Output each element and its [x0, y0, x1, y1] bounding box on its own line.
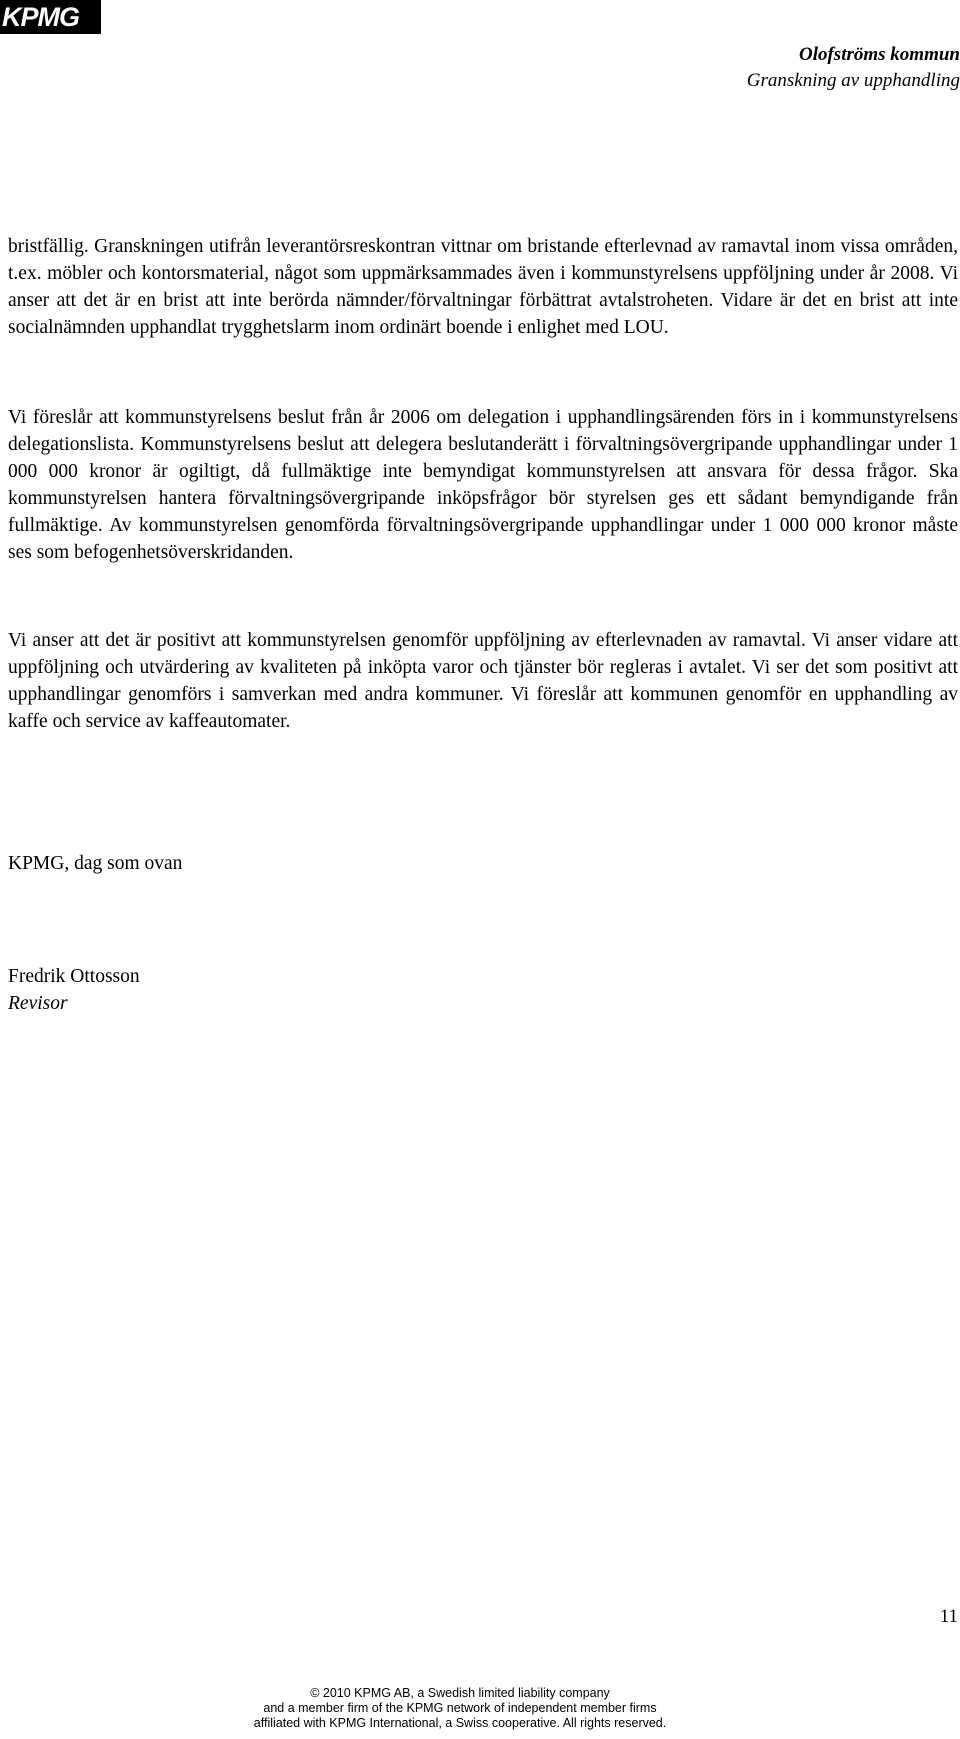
paragraph-follow-up: Vi anser att det är positivt att kommunstyrelsen genomför uppföljning av efterlevnaden av ramavtal. Vi anser vidare att uppföljning och utvärdering av kvaliteten på inköpta varor och tjänster bör regleras i avtalet. Vi ser det som positivt att upphandlingar genomförs i samverkan med andra kommuner. Vi föreslår att kommunen genomför en upphandling av kaffe och service av kaffeautomater.: [8, 630, 958, 732]
header-organization: Olofströms kommun: [798, 44, 960, 65]
kpmg-logo: KPMG: [0, 0, 101, 34]
page-number: 11: [939, 1606, 958, 1627]
signer-name: Fredrik Ottosson: [8, 966, 140, 987]
footer-line-1: © 2010 KPMG AB, a Swedish limited liability company: [310, 1686, 610, 1700]
signoff: KPMG, dag som ovan: [8, 853, 183, 874]
paragraph-findings: bristfällig. Granskningen utifrån leverantörsreskontran vittnar om bristande efterlevnad av ramavtal inom vissa områden, t.ex. möbler och kontorsmaterial, något som uppmärksammades även i kommunstyrelsens uppföljning under år 2008. Vi anser att det är en brist att inte berörda nämnder/förvaltningar förbättrat avtalstroheten. Vidare är det en brist att inte socialnämnden upphandlat trygghetslarm inom ordinärt boende i enlighet med LOU.: [8, 236, 958, 338]
footer-line-3: affiliated with KPMG International, a Swiss cooperative. All rights reserved.: [253, 1716, 667, 1730]
signer-title: Revisor: [8, 993, 68, 1014]
footer-line-2: and a member firm of the KPMG network of independent member firms: [263, 1701, 657, 1715]
header-report-title: Granskning av upphandling: [746, 70, 960, 91]
paragraph-delegation: Vi föreslår att kommunstyrelsens beslut från år 2006 om delegation i upphandlingsärenden förs in i kommunstyrelsens delegationslista. Kommunstyrelsens beslut att delegera beslutanderätt i förvaltningsövergripande upphandlingar under 1 000 000 kronor är ogiltigt, då fullmäktige inte bemyndigat kommunstyrelsen att ansvara för dessa frågor. Ska kommunstyrelsen hantera förvaltningsövergripande inköpsfrågor bör styrelsen ges ett sådant bemyndigande från fullmäktige. Av kommunstyrelsen genomförda förvaltningsövergripande upphandlingar under 1 000 000 kronor måste ses som befogenhetsöverskridanden.: [8, 407, 958, 563]
footer: [0, 1686, 920, 1731]
